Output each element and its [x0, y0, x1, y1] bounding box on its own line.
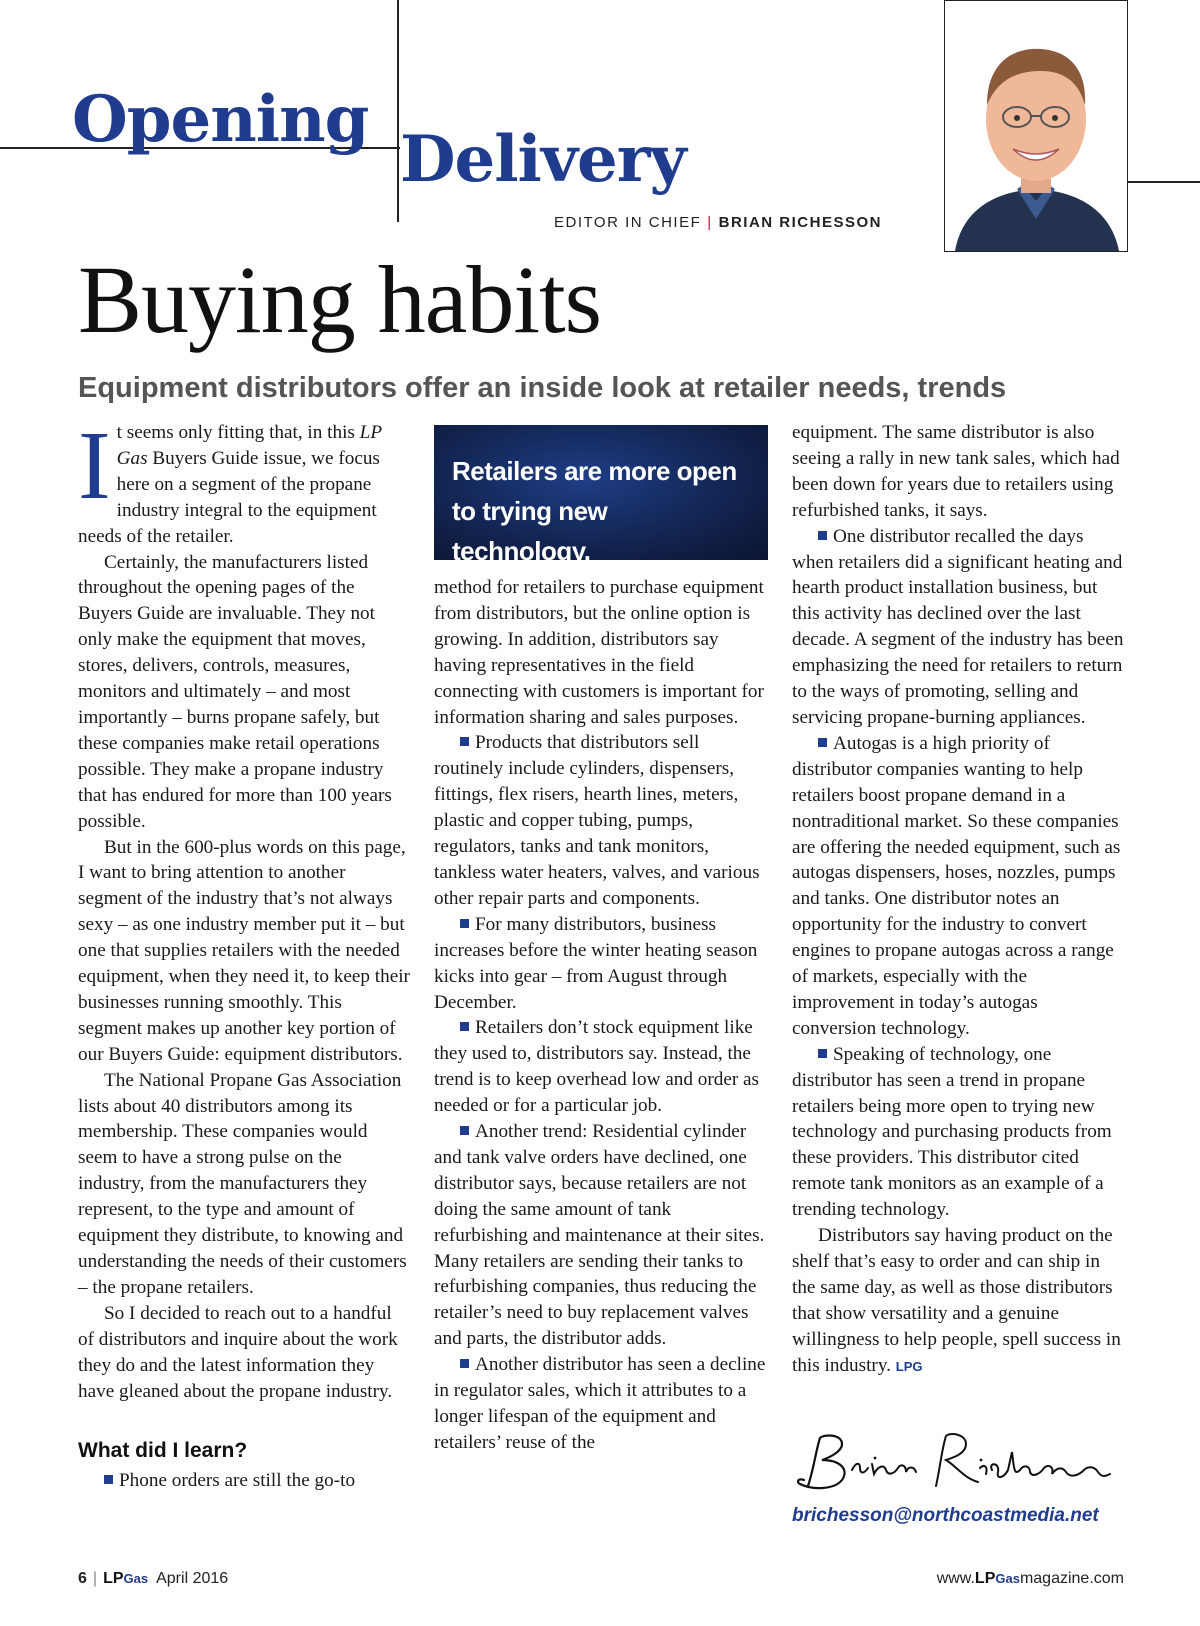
- section-logo-opening: Opening: [72, 82, 369, 157]
- paragraph-intro: [78, 412, 410, 550]
- issue-date: April 2016: [156, 1570, 229, 1587]
- signature-image: [794, 1428, 1114, 1498]
- footer-separator: |: [92, 1570, 98, 1587]
- bullet-square-icon: [818, 1049, 827, 1058]
- header-rule-right: [1126, 181, 1200, 183]
- bullet-text: Retailers don’t stock equipment like they used to, distributors say. Instead, the trend is to keep overhead low and order as needed or for a particular job.: [434, 1017, 760, 1117]
- paragraph: Certainly, the manufacturers listed throughout the opening pages of the Buyers Guide are invaluable. They not only make the equipment that moves, stores, delivers, controls, measures, monitors and ultimately – and most importantly – burns propane safely, but these companies make retail operations possible. They make a propane industry that has endured for more than 100 years possible.: [78, 551, 392, 832]
- publication-name: LP Gas: [116, 422, 382, 469]
- bullet-square-icon: [460, 919, 469, 928]
- header-vertical-rule: [397, 0, 399, 222]
- bullet-item: [434, 1352, 766, 1456]
- bullet-square-icon: [460, 737, 469, 746]
- bullet-text: Speaking of technology, one distributor has seen a trend in propane retailers being more open to trying new technology and purchasing products from these providers. This distributor cited remote tank monitors as an example of a trending technology.: [792, 1043, 1112, 1221]
- bullet-text: Phone orders are still the go-to: [119, 1470, 356, 1492]
- byline-separator: |: [707, 214, 713, 231]
- bullet-item: [434, 730, 766, 911]
- bullet-text: Products that distributors sell routinely include cylinders, dispensers, fittings, flex risers, hearth lines, meters, plastic and copper tubing, pumps, regulators, tanks and tank monitors, tankless water heaters, valves, and various other repair parts and components.: [434, 732, 760, 909]
- paragraph: equipment. The same distributor is also seeing a rally in new tank sales, which had been down for years due to retailers using refurbished tanks, it says.: [792, 422, 1120, 521]
- article-column-2: [434, 575, 766, 1456]
- bullet-item: [78, 1468, 410, 1494]
- magazine-name-lp: LP: [103, 1570, 124, 1587]
- closing-text: Distributors say having product on the shelf that’s easy to order and can ship in the same day, as well as those distributors that show versatility and a genuine willingness to help people, spell success in this industry.: [792, 1225, 1121, 1376]
- bullet-square-icon: [818, 738, 827, 747]
- pull-quote: Retailers are more open to trying new technology.: [434, 425, 768, 560]
- intro-text-end: Buyers Guide issue, we focus here on a segment of the propane industry integral to the equipment needs of the retailer.: [78, 447, 380, 547]
- footer-folio: [78, 1570, 228, 1588]
- paragraph: But in the 600-plus words on this page, I want to bring attention to another segment of the industry that’s not always sexy – as one industry member put it – but one that supplies retailers with the needed equipment, when they need it, to keep their businesses running smoothly. This segment makes up another key portion of our Buyers Guide: equipment distributors.: [78, 836, 410, 1065]
- byline-name: BRIAN RICHESSON: [718, 214, 882, 231]
- bullet-square-icon: [460, 1126, 469, 1135]
- bullet-text: For many distributors, business increases before the winter heating season kicks into gear – from August through December.: [434, 913, 758, 1013]
- byline: [554, 214, 882, 231]
- bullet-square-icon: [460, 1022, 469, 1031]
- paragraph: So I decided to reach out to a handful of distributors and inquire about the work they do and the latest information they have gleaned about the propane industry.: [78, 1302, 398, 1402]
- url-prefix: www.: [936, 1570, 975, 1587]
- bullet-item: [434, 1119, 766, 1352]
- paragraph: method for retailers to purchase equipment from distributors, but the online option is growing. In addition, distributors say having representatives in the field connecting with customers is important for information sharing and sales purposes.: [434, 577, 764, 728]
- article-column-1: [78, 412, 410, 1494]
- bullet-text: Another trend: Residential cylinder and tank valve orders have declined, one distributor says, because retailers are not doing the same amount of tank refurbishing and maintenance at their sites. Many retailers are sending their tanks to refurbishing companies, thus reducing the retailer’s need to buy replacement valves and parts, the distributor adds.: [434, 1121, 765, 1350]
- page-number: 6: [78, 1570, 87, 1587]
- bullet-square-icon: [818, 531, 827, 540]
- drop-cap: I: [78, 412, 111, 520]
- paragraph-closing: [792, 1223, 1124, 1379]
- bullet-text: Autogas is a high priority of distributor companies wanting to help retailers boost propane demand in a nontraditional market. So these companies are offering the needed equipment, such as autogas dispensers, hoses, nozzles, pumps and tanks. One distributor notes an opportunity for the industry to convert engines to propane autogas across a range of markets, especially with the improvement in today’s autogas conversion technology.: [792, 732, 1121, 1039]
- article-headline: Buying habits: [78, 246, 602, 353]
- paragraph: The National Propane Gas Association lists about 40 distributors among its membership. These companies would seem to have a strong pulse on the industry, from the manufacturers they represent, to the type and amount of equipment they distribute, to knowing and understanding the needs of their customers – the propane retailers.: [78, 1069, 407, 1298]
- byline-role: EDITOR IN CHIEF: [554, 214, 702, 231]
- url-gas: Gas: [995, 1571, 1020, 1586]
- article-deck: Equipment distributors offer an inside look at retailer needs, trends: [78, 372, 1007, 404]
- bullet-item: [792, 731, 1124, 1042]
- editor-email-link[interactable]: brichesson@northcoastmedia.net: [792, 1505, 1099, 1526]
- url-suffix: magazine.com: [1019, 1570, 1124, 1587]
- bullet-item: [792, 524, 1124, 731]
- bullet-text: One distributor recalled the days when retailers did a significant heating and hearth product installation business, but this activity has declined over the last decade. A segment of the industry has been emphasizing the need for retailers to return to the ways of promoting, selling and servicing propane-burning appliances.: [792, 525, 1124, 728]
- subhead-what-did-i-learn: What did I learn?: [78, 1439, 248, 1463]
- editor-signature: [794, 1428, 1114, 1498]
- footer-website-link[interactable]: [937, 1570, 1124, 1588]
- editor-portrait-illustration: [945, 1, 1127, 251]
- bullet-text: Another distributor has seen a decline in regulator sales, which it attributes to a longer lifespan of the equipment and retailers’ reuse of the: [434, 1354, 766, 1453]
- article-column-3: [792, 420, 1124, 1380]
- editor-portrait: [944, 0, 1128, 252]
- url-lp: LP: [974, 1570, 996, 1587]
- bullet-item: [792, 1042, 1124, 1223]
- bullet-square-icon: [460, 1359, 469, 1368]
- bullet-item: [434, 1015, 766, 1119]
- magazine-name-gas: Gas: [123, 1571, 149, 1586]
- intro-text: t seems only fitting that, in this: [116, 422, 360, 443]
- bullet-item: [434, 912, 766, 1016]
- section-logo-delivery: Delivery: [400, 122, 686, 197]
- end-mark: LPG: [895, 1358, 923, 1374]
- bullet-square-icon: [104, 1475, 113, 1484]
